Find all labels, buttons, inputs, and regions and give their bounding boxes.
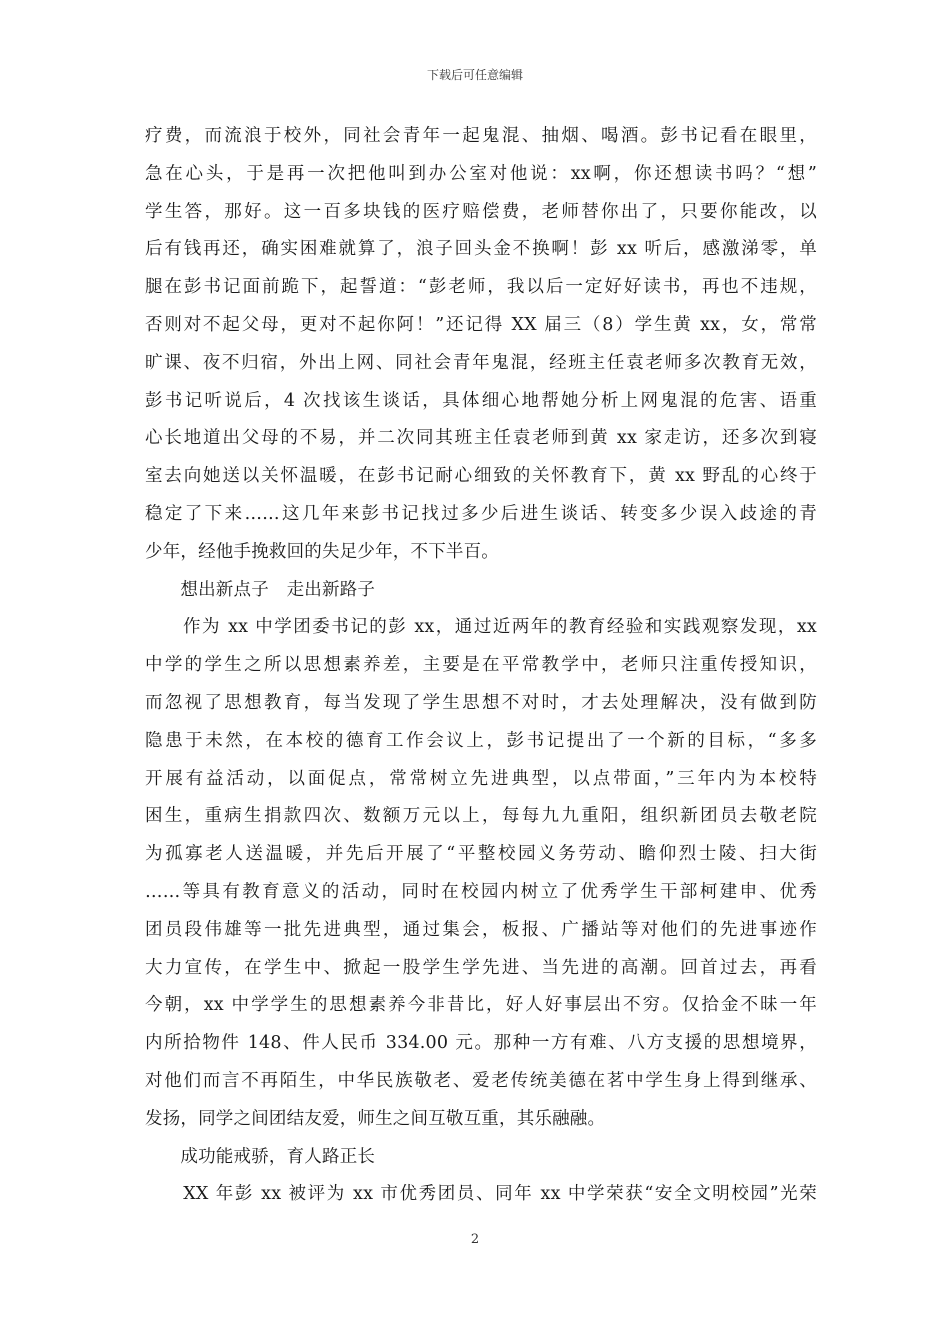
text-line: 疗费，而流浪于校外，同社会青年一起鬼混、抽烟、喝酒。彭书记看在眼里，: [145, 126, 817, 146]
text-line: 否则对不起父母，更对不起你阿！”还记得 XX 届三（8）学生黄 xx，女，常常: [145, 314, 817, 335]
text-line: 学生答，那好。这一百多块钱的医疗赔偿费，老师替你出了，只要你能改，以: [145, 201, 817, 222]
text-line: XX 年彭 xx 被评为 xx 市优秀团员、同年 xx 中学荣获“安全文明校园”光荣: [145, 1184, 817, 1205]
text-line: ……等具有教育意义的活动，同时在校园内树立了优秀学生干部柯建申、优秀: [145, 881, 817, 902]
text-line: 中学的学生之所以思想素养差，主要是在平常教学中，老师只注重传授知识，: [145, 655, 817, 676]
page-number: 2: [470, 1232, 480, 1247]
text-line: 内所拾物件 148、件人民币 334.00 元。那种一方有难、八方支援的思想境界，: [145, 1033, 817, 1054]
text-line: 隐患于未然，在本校的德育工作会议上，彭书记提出了一个新的目标，“多多: [145, 730, 817, 751]
document-body: [145, 118, 817, 1214]
text-line: 对他们而言不再陌生，中华民族敬老、爱老传统美德在茗中学生身上得到继承、: [145, 1070, 817, 1091]
text-line: 心长地道出父母的不易，并二次同其班主任袁老师到黄 xx 家走访，还多次到寝: [145, 428, 817, 449]
text-line: 少年，经他手挽救回的失足少年，不下半百。: [145, 541, 499, 562]
page-header: 下载后可任意编辑: [426, 68, 523, 82]
text-line: 今朝，xx 中学学生的思想素养今非昔比，好人好事层出不穷。仅拾金不昧一年: [145, 995, 817, 1016]
text-line: 彭书记听说后，4 次找该生谈话，具体细心地帮她分析上网鬼混的危害、语重: [145, 390, 817, 411]
text-line: 急在心头，于是再一次把他叫到办公室对他说：xx啊，你还想读书吗？“想”: [145, 163, 817, 184]
text-line: 旷课、夜不归宿，外出上网、同社会青年鬼混，经班主任袁老师多次教育无效，: [145, 352, 817, 373]
text-line: 稳定了下来……这几年来彭书记找过多少后进生谈话、转变多少误入歧途的青: [145, 503, 817, 524]
text-line: 腿在彭书记面前跪下，起誓道：“彭老师，我以后一定好好读书，再也不违规，: [145, 277, 817, 298]
text-line: 后有钱再还，确实困难就算了，浪子回头金不换啊！彭 xx 听后，感激涕零，单: [145, 239, 817, 260]
section-heading: 成功能戒骄，育人路正长: [145, 1146, 376, 1167]
section-heading: 想出新点子 走出新路子: [145, 579, 376, 600]
text-line: 为孤寡老人送温暖，并先后开展了“平整校园义务劳动、瞻仰烈士陵、扫大街: [145, 844, 817, 865]
text-line: 团员段伟雄等一批先进典型，通过集会，板报、广播站等对他们的先进事迹作: [145, 919, 817, 940]
text-line: 室去向她送以关怀温暖，在彭书记耐心细致的关怀教育下，黄 xx 野乱的心终于: [145, 466, 817, 487]
text-line: 发扬，同学之间团结友爱，师生之间互敬互重，其乐融融。: [145, 1108, 606, 1129]
text-line: 困生，重病生捐款四次、数额万元以上，每每九九重阳，组织新团员去敬老院: [145, 806, 817, 827]
text-line: 作为 xx 中学团委书记的彭 xx，通过近两年的教育经验和实践观察发现，xx: [145, 617, 817, 638]
text-line: 而忽视了思想教育，每当发现了学生思想不对时，才去处理解决，没有做到防: [145, 692, 817, 713]
text-line: 开展有益活动，以面促点，常常树立先进典型，以点带面，”三年内为本校特: [145, 768, 817, 789]
text-line: 大力宣传，在学生中、掀起一股学生学先进、当先进的高潮。回首过去，再看: [145, 957, 817, 978]
